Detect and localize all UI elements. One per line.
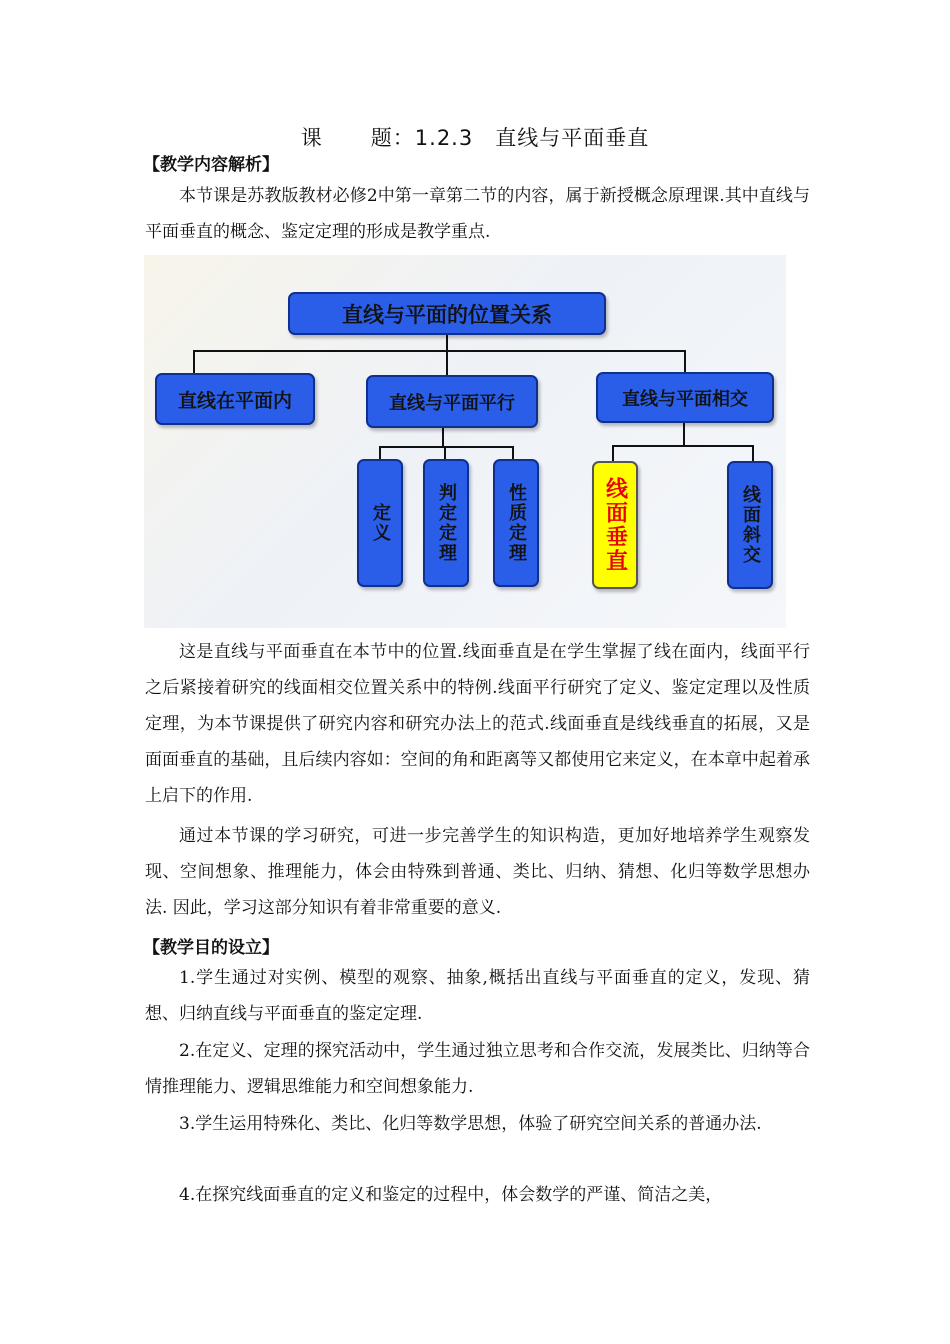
section-heading-content: 【教学内容解析】 [143, 155, 279, 175]
paragraph-intro: 本节课是苏教版教材必修2中第一章第二节的内容，属于新授概念原理课.其中直线与平面垂直的概念、鉴定定理的形成是教学重点. [145, 186, 810, 242]
box-line-plane-perpendicular: 线面垂直 [592, 461, 638, 589]
goal-item-2: 2.在定义、定理的探究活动中，学生通过独立思考和合作交流，发展类比、归纳等合情推理能力、逻辑思维能力和空间想象能力. [145, 1041, 810, 1097]
box-in-plane: 直线在平面内 [155, 373, 315, 425]
title-prefix: 课 [300, 126, 323, 150]
connector-intersect [612, 445, 754, 447]
box-property-theorem: 性质定理 [493, 459, 539, 587]
box-root: 直线与平面的位置关系 [288, 292, 606, 335]
paragraph-significance: 通过本节课的学习研究，可进一步完善学生的知识构造，更加好地培养学生观察发现、空间想象、推理能力，体会由特殊到普通、类比、归纳、猜想、化归等数学思想办法. 因此，学习这部分知识有着非常重要的意义. [145, 826, 810, 918]
concept-diagram [144, 255, 786, 628]
page-title [0, 122, 950, 152]
box-line-plane-oblique: 线面斜交 [727, 461, 773, 589]
box-intersect: 直线与平面相交 [596, 372, 774, 423]
box-judgment-theorem: 判定定理 [423, 459, 469, 587]
connector-parallel [379, 446, 514, 448]
box-definition: 定义 [357, 459, 403, 587]
paragraph-position: 这是直线与平面垂直在本节中的位置.线面垂直是在学生掌握了线在面内，线面平行之后紧接着研究的线面相交位置关系中的特例.线面平行研究了定义、鉴定定理以及性质定理，为本节课提供了研究内容和研究办法上的范式.线面垂直是线线垂直的拓展，又是面面垂直的基础，且后续内容如：空间的角和距离等又都使用它来定义，在本章中起着承上启下的作用. [145, 642, 810, 806]
goal-item-3: 3.学生运用特殊化、类比、化归等数学思想，体验了研究空间关系的普通办法. [179, 1114, 762, 1134]
box-parallel: 直线与平面平行 [366, 375, 538, 428]
goal-item-1: 1.学生通过对实例、模型的观察、抽象,概括出直线与平面垂直的定义，发现、猜想、归纳直线与平面垂直的鉴定定理. [145, 968, 810, 1024]
goal-item-4: 4.在探究线面垂直的定义和鉴定的过程中，体会数学的严谨、简洁之美， [179, 1185, 723, 1205]
section-heading-goals: 【教学目的设立】 [143, 938, 279, 958]
connector-level1 [193, 350, 686, 352]
title-suffix: 题：1.2.3 直线与平面垂直 [370, 126, 650, 150]
